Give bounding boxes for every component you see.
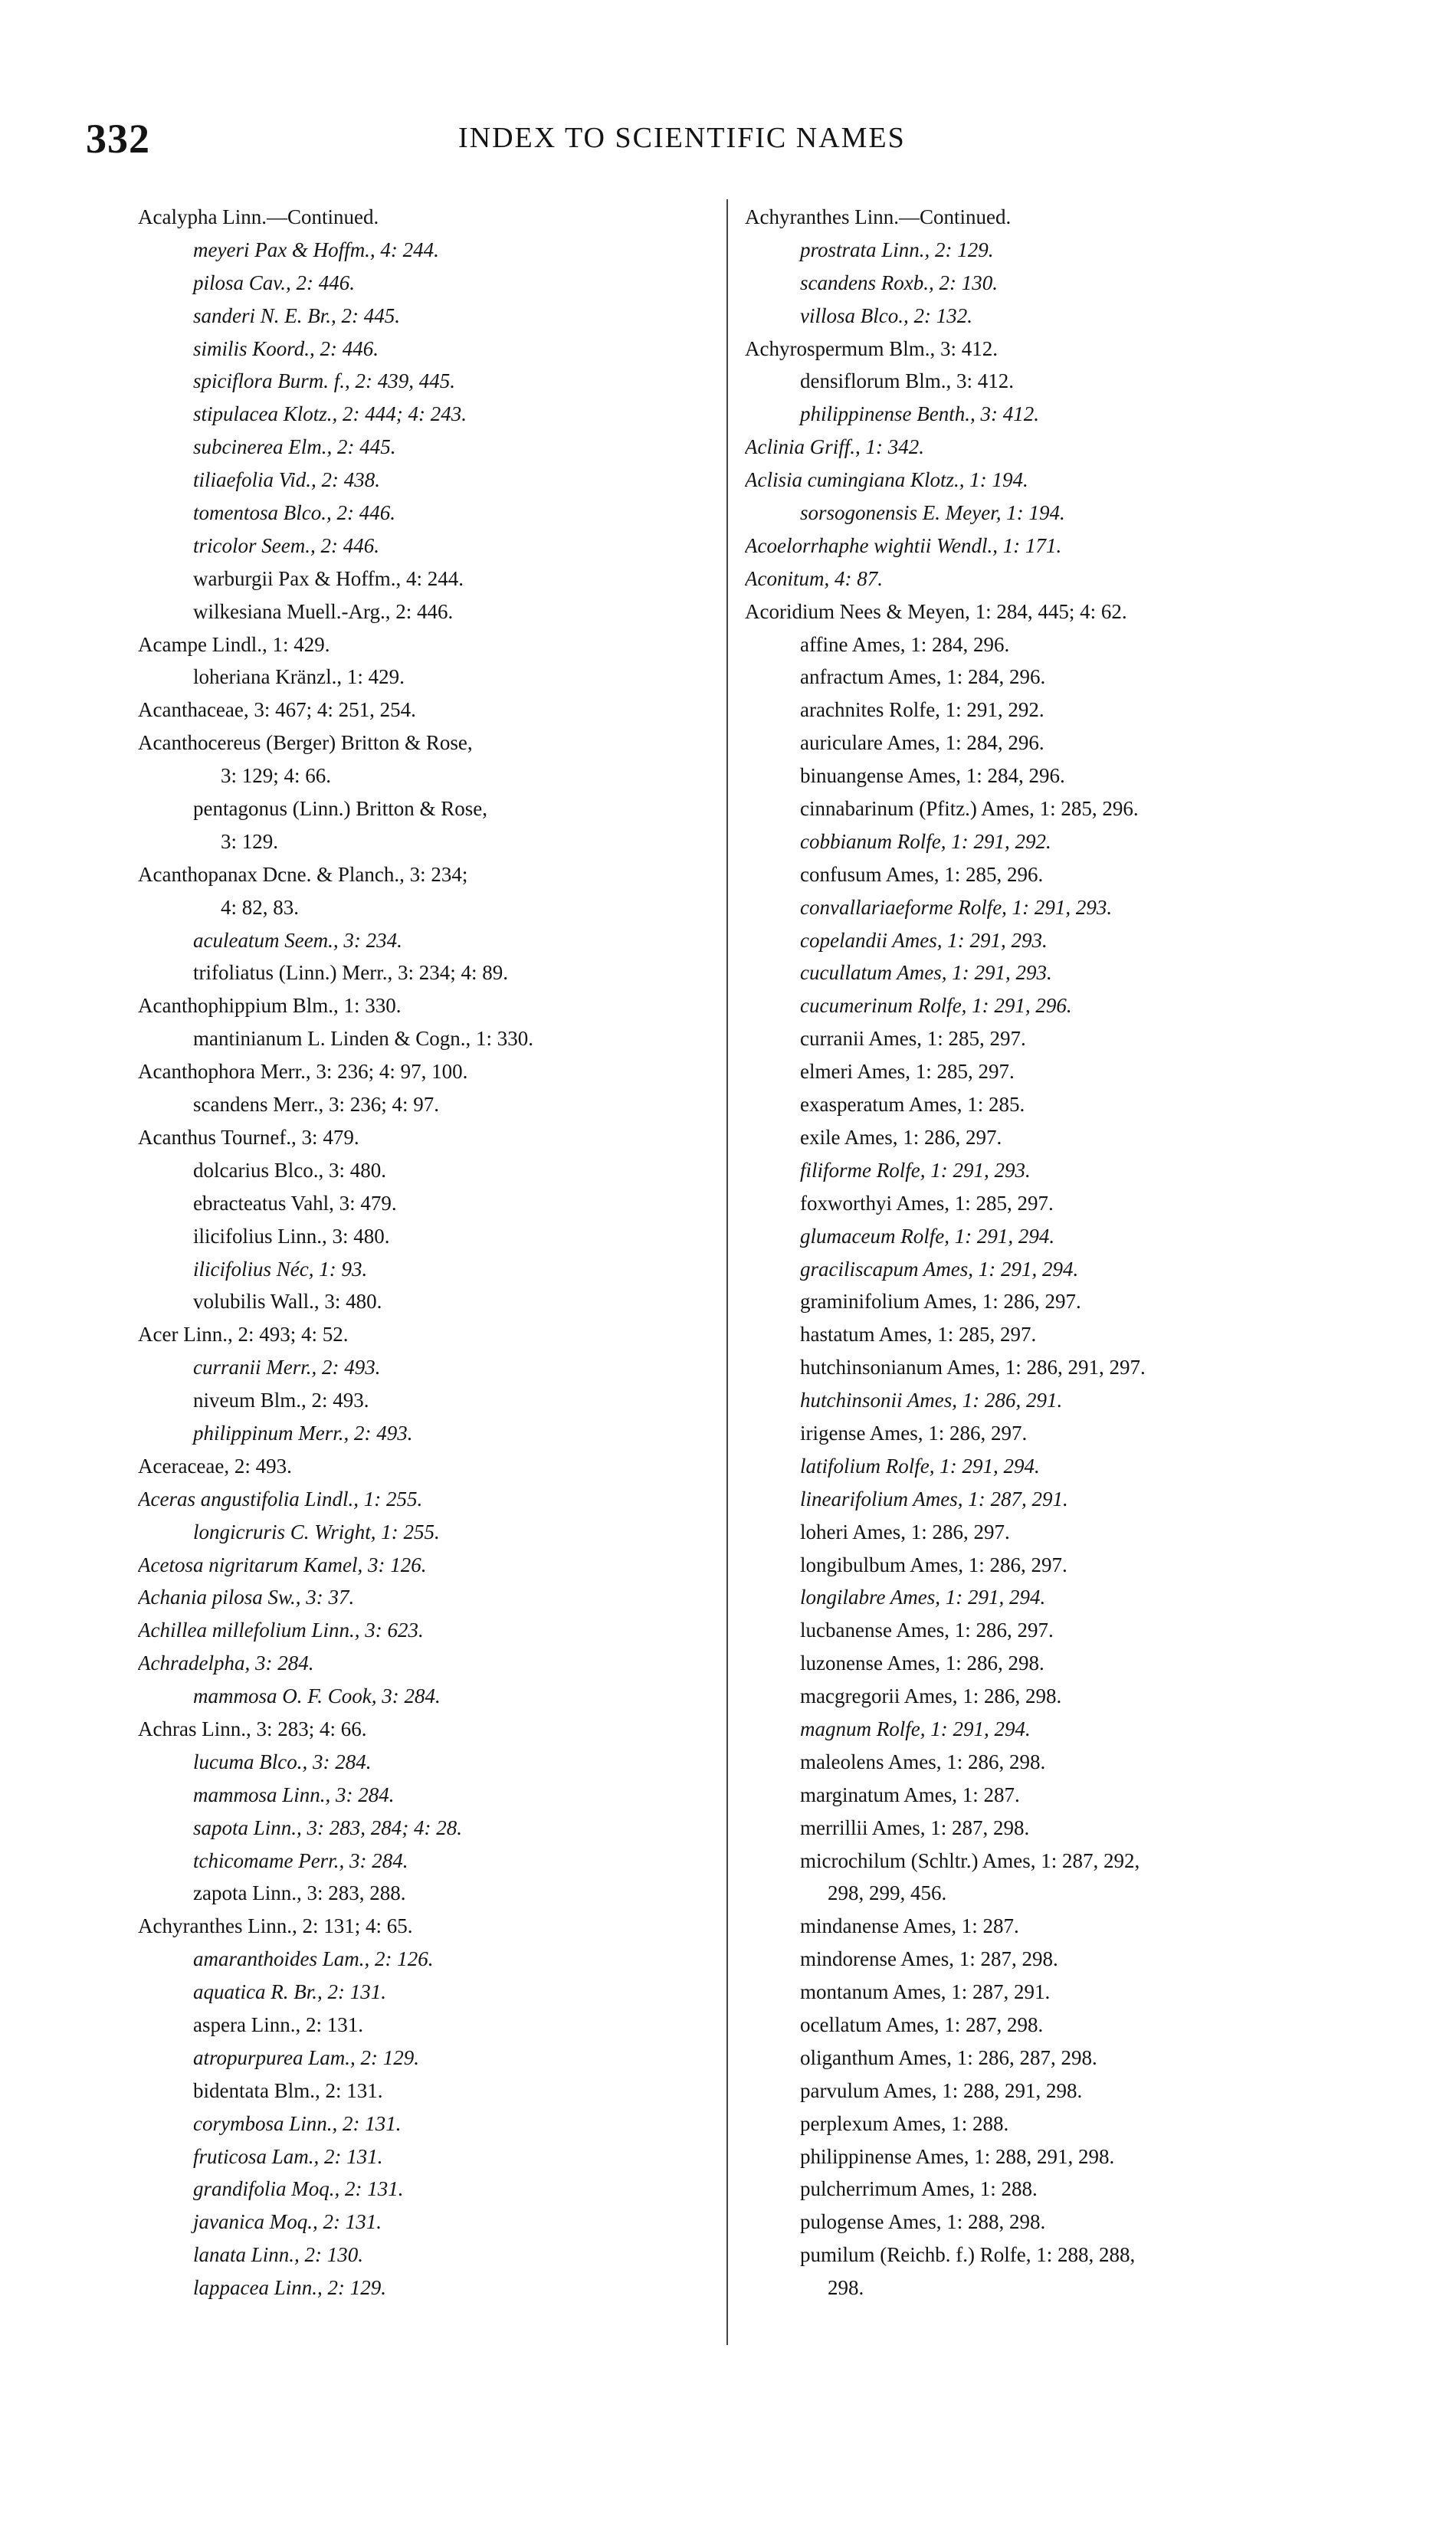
index-subentry: latifolium Rolfe, 1: 291, 294.: [800, 1454, 1040, 1478]
index-subentry: philippinense Benth., 3: 412.: [800, 402, 1039, 426]
index-subentry: scandens Roxb., 2: 130.: [800, 271, 998, 294]
index-subentry: tiliaefolia Vid., 2: 438.: [193, 468, 380, 492]
index-heading-entry: Achradelpha, 3: 284.: [138, 1652, 314, 1675]
index-subentry: ebracteatus Vahl, 3: 479.: [193, 1191, 397, 1215]
index-continuation-line: 4: 82, 83.: [221, 895, 300, 919]
index-heading-entry: Aclinia Griff., 1: 342.: [745, 435, 924, 459]
index-subentry: niveum Blm., 2: 493.: [193, 1389, 369, 1412]
column-divider: [726, 199, 728, 2345]
index-heading-entry: Achillea millefolium Linn., 3: 623.: [138, 1619, 424, 1642]
index-subentry: oliganthum Ames, 1: 286, 287, 298.: [800, 2045, 1097, 2069]
index-subentry: mindanense Ames, 1: 287.: [800, 1914, 1019, 1938]
index-heading-entry: Achras Linn., 3: 283; 4: 66.: [138, 1717, 367, 1740]
index-subentry: mammosa O. F. Cook, 3: 284.: [193, 1684, 441, 1708]
index-subentry: magnum Rolfe, 1: 291, 294.: [800, 1717, 1031, 1740]
index-continuation-line: 3: 129.: [221, 829, 279, 853]
index-heading-entry: Aceras angustifolia Lindl., 1: 255.: [138, 1487, 423, 1511]
index-subentry: mindorense Ames, 1: 287, 298.: [800, 1947, 1058, 1971]
index-heading-entry: Acoridium Nees & Meyen, 1: 284, 445; 4: 62.: [745, 599, 1127, 623]
index-heading-entry: Acanthaceae, 3: 467; 4: 251, 254.: [138, 698, 416, 722]
index-subentry: auriculare Ames, 1: 284, 296.: [800, 731, 1044, 755]
index-subentry: javanica Moq., 2: 131.: [193, 2210, 382, 2234]
index-heading-entry: Acalypha Linn.—Continued.: [138, 205, 379, 228]
index-subentry: elmeri Ames, 1: 285, 297.: [800, 1060, 1015, 1084]
index-subentry: mantinianum L. Linden & Cogn., 1: 330.: [193, 1027, 533, 1051]
index-heading-entry: Achyranthes Linn., 2: 131; 4: 65.: [138, 1914, 413, 1938]
index-subentry: luzonense Ames, 1: 286, 298.: [800, 1652, 1044, 1675]
index-subentry: pulogense Ames, 1: 288, 298.: [800, 2210, 1046, 2234]
index-subentry: cucumerinum Rolfe, 1: 291, 296.: [800, 994, 1072, 1018]
index-subentry: ilicifolius Linn., 3: 480.: [193, 1224, 390, 1248]
index-heading-entry: Acampe Lindl., 1: 429.: [138, 632, 330, 656]
index-subentry: spiciflora Burm. f., 2: 439, 445.: [193, 369, 455, 393]
index-subentry: microchilum (Schltr.) Ames, 1: 287, 292,: [800, 1848, 1140, 1872]
index-subentry: anfractum Ames, 1: 284, 296.: [800, 665, 1046, 689]
index-heading-entry: Achyrospermum Blm., 3: 412.: [745, 336, 998, 360]
page-number: 332: [86, 116, 150, 162]
index-subentry: arachnites Rolfe, 1: 291, 292.: [800, 698, 1044, 722]
index-subentry: lappacea Linn., 2: 129.: [193, 2276, 386, 2300]
index-subentry: binuangense Ames, 1: 284, 296.: [800, 764, 1065, 788]
index-continuation-line: 298.: [828, 2276, 864, 2300]
index-subentry: lucbanense Ames, 1: 286, 297.: [800, 1619, 1054, 1642]
index-subentry: cucullatum Ames, 1: 291, 293.: [800, 961, 1052, 985]
index-subentry: philippinum Merr., 2: 493.: [193, 1421, 413, 1445]
index-heading-entry: Acer Linn., 2: 493; 4: 52.: [138, 1323, 349, 1347]
index-heading-entry: Acoelorrhaphe wightii Wendl., 1: 171.: [745, 533, 1062, 557]
index-subentry: longilabre Ames, 1: 291, 294.: [800, 1586, 1046, 1609]
index-subentry: aspera Linn., 2: 131.: [193, 2012, 363, 2036]
index-subentry: volubilis Wall., 3: 480.: [193, 1290, 382, 1314]
index-heading-entry: Acanthophora Merr., 3: 236; 4: 97, 100.: [138, 1060, 468, 1084]
index-subentry: corymbosa Linn., 2: 131.: [193, 2111, 402, 2135]
index-subentry: curranii Ames, 1: 285, 297.: [800, 1027, 1026, 1051]
index-subentry: linearifolium Ames, 1: 287, 291.: [800, 1487, 1068, 1511]
index-subentry: stipulacea Klotz., 2: 444; 4: 243.: [193, 402, 467, 426]
index-heading-entry: Aceraceae, 2: 493.: [138, 1454, 292, 1478]
index-heading-entry: Acanthophippium Blm., 1: 330.: [138, 994, 402, 1018]
index-subentry: irigense Ames, 1: 286, 297.: [800, 1421, 1028, 1445]
index-subentry: montanum Ames, 1: 287, 291.: [800, 1980, 1051, 2004]
index-subentry: merrillii Ames, 1: 287, 298.: [800, 1816, 1030, 1839]
index-subentry: exasperatum Ames, 1: 285.: [800, 1093, 1025, 1117]
index-subentry: curranii Merr., 2: 493.: [193, 1356, 381, 1379]
index-subentry: graminifolium Ames, 1: 286, 297.: [800, 1290, 1081, 1314]
index-heading-entry: Achania pilosa Sw., 3: 37.: [138, 1586, 355, 1609]
index-subentry: wilkesiana Muell.-Arg., 2: 446.: [193, 599, 454, 623]
index-subentry: exile Ames, 1: 286, 297.: [800, 1125, 1002, 1149]
index-subentry: villosa Blco., 2: 132.: [800, 303, 972, 327]
index-subentry: maleolens Ames, 1: 286, 298.: [800, 1750, 1046, 1773]
index-subentry: philippinense Ames, 1: 288, 291, 298.: [800, 2144, 1115, 2168]
index-subentry: mammosa Linn., 3: 284.: [193, 1783, 395, 1806]
left-index-column: [138, 201, 720, 2304]
index-subentry: subcinerea Elm., 2: 445.: [193, 435, 396, 459]
index-subentry: ilicifolius Néc, 1: 93.: [193, 1257, 368, 1281]
index-subentry: tricolor Seem., 2: 446.: [193, 533, 379, 557]
index-heading-entry: Acanthopanax Dcne. & Planch., 3: 234;: [138, 862, 468, 886]
index-subentry: fruticosa Lam., 2: 131.: [193, 2144, 383, 2168]
index-subentry: copelandii Ames, 1: 291, 293.: [800, 928, 1048, 952]
index-subentry: cinnabarinum (Pfitz.) Ames, 1: 285, 296.: [800, 797, 1139, 821]
index-subentry: macgregorii Ames, 1: 286, 298.: [800, 1684, 1062, 1708]
index-subentry: confusum Ames, 1: 285, 296.: [800, 862, 1044, 886]
index-subentry: grandifolia Moq., 2: 131.: [193, 2177, 404, 2201]
index-subentry: tchicomame Perr., 3: 284.: [193, 1848, 408, 1872]
index-subentry: sapota Linn., 3: 283, 284; 4: 28.: [193, 1816, 462, 1839]
index-subentry: parvulum Ames, 1: 288, 291, 298.: [800, 2078, 1083, 2102]
index-subentry: lucuma Blco., 3: 284.: [193, 1750, 372, 1773]
index-subentry: amaranthoides Lam., 2: 126.: [193, 1947, 434, 1971]
index-subentry: dolcarius Blco., 3: 480.: [193, 1158, 386, 1182]
index-subentry: marginatum Ames, 1: 287.: [800, 1783, 1020, 1806]
index-subentry: lanata Linn., 2: 130.: [193, 2243, 364, 2267]
index-subentry: aculeatum Seem., 3: 234.: [193, 928, 402, 952]
index-continuation-line: 298, 299, 456.: [828, 1881, 947, 1905]
index-subentry: longibulbum Ames, 1: 286, 297.: [800, 1553, 1067, 1576]
index-subentry: foxworthyi Ames, 1: 285, 297.: [800, 1191, 1054, 1215]
index-subentry: atropurpurea Lam., 2: 129.: [193, 2045, 420, 2069]
index-subentry: aquatica R. Br., 2: 131.: [193, 1980, 386, 2004]
index-subentry: meyeri Pax & Hoffm., 4: 244.: [193, 238, 439, 261]
index-continuation-line: 3: 129; 4: 66.: [221, 764, 332, 788]
index-subentry: ocellatum Ames, 1: 287, 298.: [800, 2012, 1044, 2036]
index-subentry: loheri Ames, 1: 286, 297.: [800, 1520, 1010, 1543]
index-subentry: hastatum Ames, 1: 285, 297.: [800, 1323, 1037, 1347]
index-subentry: loheriana Kränzl., 1: 429.: [193, 665, 405, 689]
index-subentry: densiflorum Blm., 3: 412.: [800, 369, 1014, 393]
index-subentry: tomentosa Blco., 2: 446.: [193, 501, 395, 525]
page-title: INDEX TO SCIENTIFIC NAMES: [458, 122, 906, 154]
index-subentry: graciliscapum Ames, 1: 291, 294.: [800, 1257, 1079, 1281]
index-subentry: cobbianum Rolfe, 1: 291, 292.: [800, 829, 1051, 853]
index-subentry: longicruris C. Wright, 1: 255.: [193, 1520, 440, 1543]
index-subentry: pulcherrimum Ames, 1: 288.: [800, 2177, 1038, 2201]
index-subentry: sorsogonensis E. Meyer, 1: 194.: [800, 501, 1065, 525]
index-subentry: prostrata Linn., 2: 129.: [800, 238, 994, 261]
index-subentry: perplexum Ames, 1: 288.: [800, 2111, 1009, 2135]
index-subentry: warburgii Pax & Hoffm., 4: 244.: [193, 566, 464, 590]
index-heading-entry: Acetosa nigritarum Kamel, 3: 126.: [138, 1553, 427, 1576]
index-heading-entry: Achyranthes Linn.—Continued.: [745, 205, 1012, 228]
index-subentry: trifoliatus (Linn.) Merr., 3: 234; 4: 89.: [193, 961, 508, 985]
index-heading-entry: Acanthus Tournef., 3: 479.: [138, 1125, 359, 1149]
index-subentry: sanderi N. E. Br., 2: 445.: [193, 303, 400, 327]
index-subentry: glumaceum Rolfe, 1: 291, 294.: [800, 1224, 1055, 1248]
index-subentry: bidentata Blm., 2: 131.: [193, 2078, 383, 2102]
index-subentry: pentagonus (Linn.) Britton & Rose,: [193, 797, 487, 821]
index-subentry: hutchinsonianum Ames, 1: 286, 291, 297.: [800, 1356, 1146, 1379]
index-subentry: convallariaeforme Rolfe, 1: 291, 293.: [800, 895, 1113, 919]
index-subentry: pilosa Cav., 2: 446.: [193, 271, 355, 294]
index-subentry: similis Koord., 2: 446.: [193, 336, 379, 360]
index-subentry: zapota Linn., 3: 283, 288.: [193, 1881, 406, 1905]
index-subentry: scandens Merr., 3: 236; 4: 97.: [193, 1093, 439, 1117]
index-subentry: hutchinsonii Ames, 1: 286, 291.: [800, 1389, 1063, 1412]
right-index-column: [745, 201, 1419, 2304]
index-subentry: filiforme Rolfe, 1: 291, 293.: [800, 1158, 1031, 1182]
index-heading-entry: Acanthocereus (Berger) Britton & Rose,: [138, 731, 473, 755]
index-heading-entry: Aclisia cumingiana Klotz., 1: 194.: [745, 468, 1028, 492]
index-subentry: affine Ames, 1: 284, 296.: [800, 632, 1010, 656]
index-subentry: pumilum (Reichb. f.) Rolfe, 1: 288, 288,: [800, 2243, 1136, 2267]
index-heading-entry: Aconitum, 4: 87.: [745, 566, 883, 590]
